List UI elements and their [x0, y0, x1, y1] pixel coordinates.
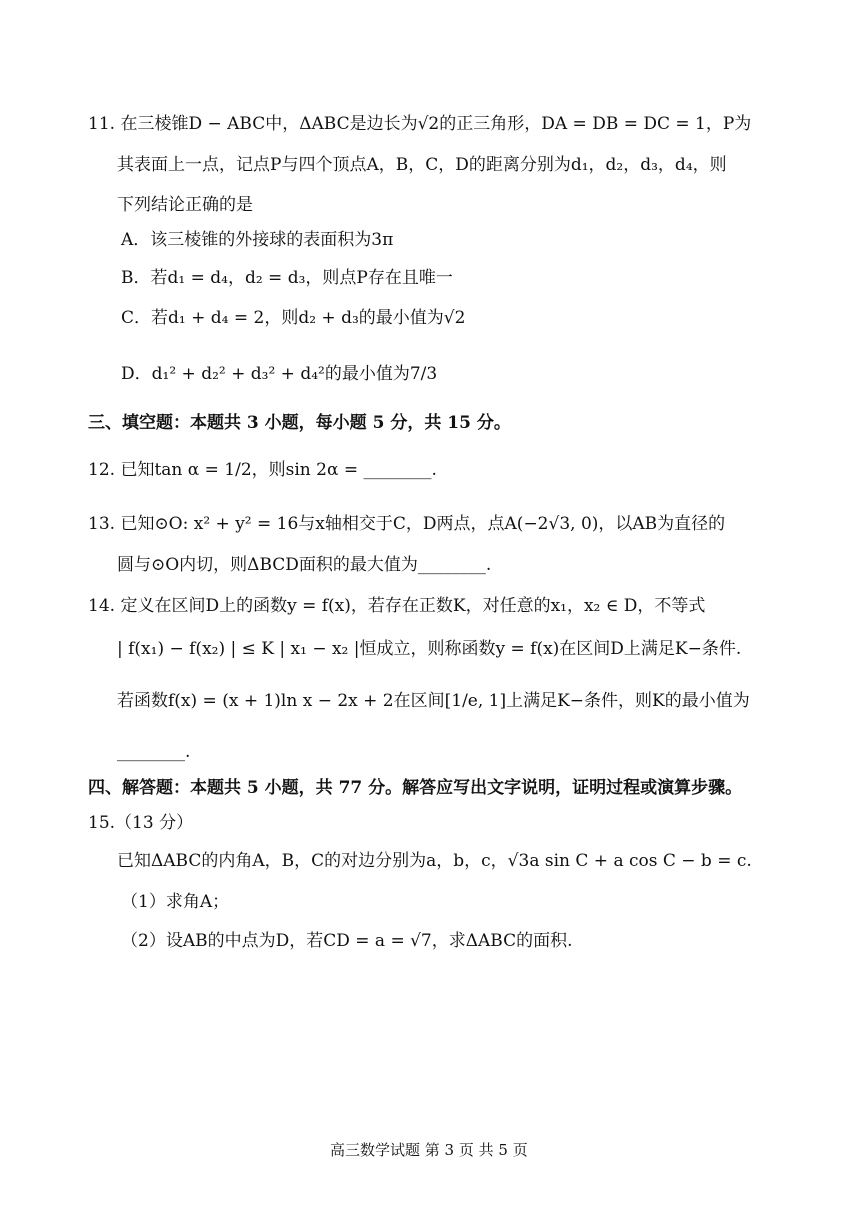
- q14-line2: | f(x₁) − f(x₂) | ≤ K | x₁ − x₂ |恒成立，则称函数y = f(x)在区间D上满足K−条件.: [117, 639, 742, 659]
- q13-line2: 圆与⊙O内切，则ΔBCD面积的最大值为________.: [117, 555, 492, 575]
- q11-option-d: D．d₁² + d₂² + d₃² + d₄²的最小值为7/3: [121, 364, 438, 384]
- section4-heading: 四、解答题：本题共 5 小题，共 77 分。解答应写出文字说明，证明过程或演算步骤。: [88, 778, 743, 798]
- section3-heading: 三、填空题：本题共 3 小题，每小题 5 分，共 15 分。: [88, 413, 511, 433]
- q12-text: 12. 已知tan α = 1/2，则sin 2α = ________.: [88, 460, 437, 480]
- q14-line3: 若函数f(x) = (x + 1)ln x − 2x + 2在区间[1/e, 1]上满足K−条件，则K的最小值为: [117, 691, 750, 711]
- q15-part2: （2）设AB的中点为D，若CD = a = √7，求ΔABC的面积.: [121, 931, 573, 951]
- q15-stem: 已知ΔABC的内角A，B，C的对边分别为a，b，c，√3a sin C + a cos C − b = c.: [117, 851, 752, 871]
- q14-line1: 14. 定义在区间D上的函数y = f(x)，若存在正数K，对任意的x₁，x₂ ∈ D，不等式: [88, 596, 706, 616]
- q11-option-a: A．该三棱锥的外接球的表面积为3π: [121, 230, 394, 250]
- q15-title: 15.（13 分）: [88, 813, 194, 833]
- q14-line4: ________.: [117, 742, 191, 762]
- q15-part1: （1）求角A；: [121, 892, 230, 912]
- q11-stem-line2: 其表面上一点，记点P与四个顶点A，B，C，D的距离分别为d₁，d₂，d₃，d₄，则: [117, 155, 727, 175]
- q11-stem-line1: 11. 在三棱锥D − ABC中，ΔABC是边长为√2的正三角形，DA = DB = DC = 1，P为: [88, 114, 752, 134]
- q11-stem-line3: 下列结论正确的是: [117, 195, 253, 215]
- page-footer: 高三数学试题 第 3 页 共 5 页: [330, 1141, 528, 1159]
- q11-option-c: C．若d₁ + d₄ = 2，则d₂ + d₃的最小值为√2: [121, 308, 466, 328]
- q13-line1: 13. 已知⊙O: x² + y² = 16与x轴相交于C，D两点，点A(−2√3, 0)，以AB为直径的: [88, 514, 726, 534]
- q11-option-b: B．若d₁ = d₄，d₂ = d₃，则点P存在且唯一: [121, 268, 453, 288]
